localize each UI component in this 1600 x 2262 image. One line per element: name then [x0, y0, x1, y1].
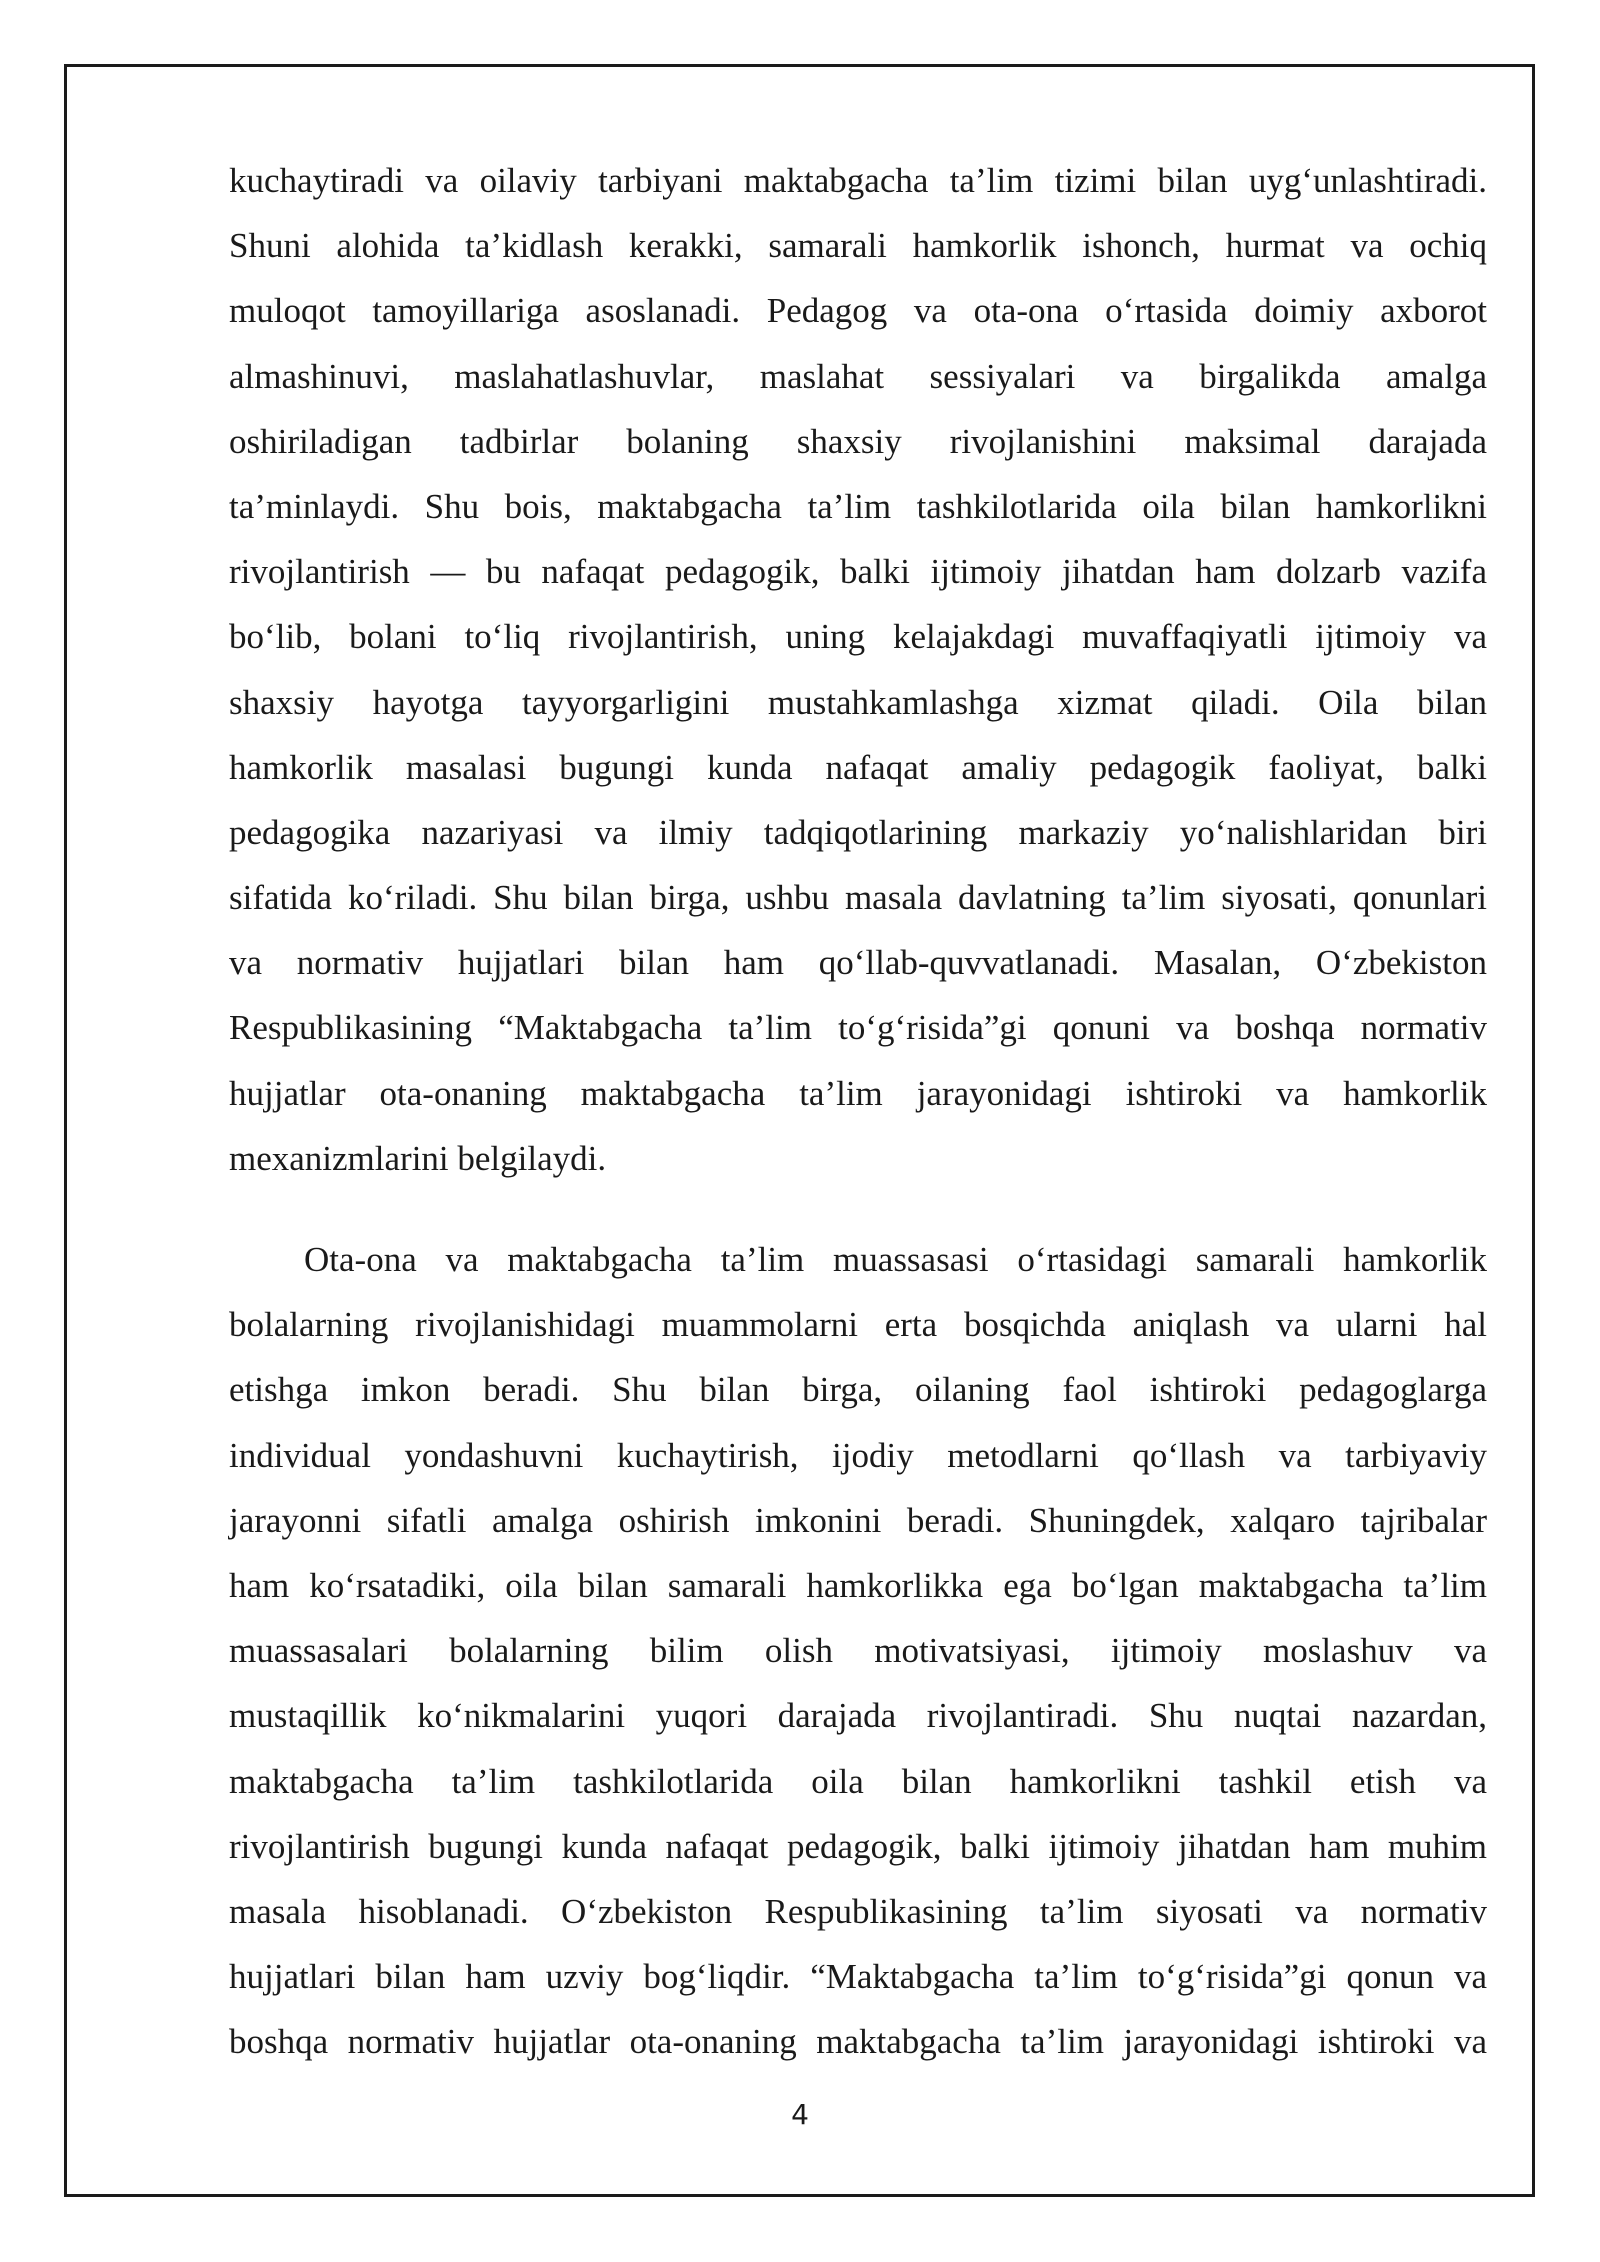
text-line: mustaqillik ko‘nikmalarini yuqori darajada rivojlantiradi. Shu nuqtai nazardan, — [229, 1696, 1487, 1736]
paragraph-spacer — [229, 1191, 1487, 1227]
text-line: hujjatlar ota-onaning maktabgacha ta’lim jarayonidagi ishtiroki va hamkorlik — [229, 1073, 1487, 1113]
text-line: etishga imkon beradi. Shu bilan birga, oilaning faol ishtiroki pedagoglarga — [229, 1370, 1487, 1410]
paragraph-1 — [229, 148, 1487, 1191]
text-line: rivojlantirish bugungi kunda nafaqat pedagogik, balki ijtimoiy jihatdan ham muhim — [229, 1826, 1487, 1866]
text-line: hujjatlari bilan ham uzviy bog‘liqdir. “Maktabgacha ta’lim to‘g‘risida”gi qonun va — [229, 1957, 1487, 1997]
text-line: kuchaytiradi va oilaviy tarbiyani maktabgacha ta’lim tizimi bilan uyg‘unlashtiradi. — [229, 161, 1487, 200]
text-line: hamkorlik masalasi bugungi kunda nafaqat amaliy pedagogik faoliyat, balki — [229, 747, 1487, 787]
text-line: bolalarning rivojlanishidagi muammolarni erta bosqichda aniqlash va ularni hal — [229, 1305, 1487, 1345]
text-line: Shuni alohida ta’kidlash kerakki, samarali hamkorlik ishonch, hurmat va ochiq — [229, 226, 1487, 266]
text-line: boshqa normativ hujjatlar ota-onaning maktabgacha ta’lim jarayonidagi ishtiroki va — [229, 2022, 1487, 2062]
text-line: Respublikasining “Maktabgacha ta’lim to‘g‘risida”gi qonuni va boshqa normativ — [229, 1008, 1487, 1048]
text-line: individual yondashuvni kuchaytirish, ijodiy metodlarni qo‘llash va tarbiyaviy — [229, 1435, 1487, 1475]
text-line: mexanizmlarini belgilaydi. — [229, 1138, 607, 1178]
text-line: Ota-ona va maktabgacha ta’lim muassasasi o‘rtasidagi samarali hamkorlik — [304, 1240, 1487, 1279]
text-line: bo‘lib, bolani to‘liq rivojlantirish, uning kelajakdagi muvaffaqiyatli ijtimoiy va — [229, 617, 1487, 657]
text-line: shaxsiy hayotga tayyorgarligini mustahkamlashga xizmat qiladi. Oila bilan — [229, 682, 1487, 722]
text-line: muloqot tamoyillariga asoslanadi. Pedagog va ota-ona o‘rtasida doimiy axborot — [229, 291, 1487, 331]
text-line: ham ko‘rsatadiki, oila bilan samarali hamkorlikka ega bo‘lgan maktabgacha ta’lim — [229, 1565, 1487, 1605]
text-line: masala hisoblanadi. O‘zbekiston Respublikasining ta’lim siyosati va normativ — [229, 1891, 1487, 1931]
page-number: 4 — [791, 2098, 809, 2131]
paragraph-2 — [229, 1227, 1487, 2074]
text-line: oshiriladigan tadbirlar bolaning shaxsiy rivojlanishini maksimal darajada — [229, 421, 1487, 461]
text-line: sifatida ko‘riladi. Shu bilan birga, ushbu masala davlatning ta’lim siyosati, qonunlari — [229, 878, 1487, 918]
text-line: rivojlantirish — bu nafaqat pedagogik, balki ijtimoiy jihatdan ham dolzarb vazifa — [229, 552, 1487, 592]
text-line: jarayonni sifatli amalga oshirish imkonini beradi. Shuningdek, xalqaro tajribalar — [229, 1500, 1487, 1540]
text-line: muassasalari bolalarning bilim olish motivatsiyasi, ijtimoiy moslashuv va — [229, 1631, 1487, 1671]
text-line: pedagogika nazariyasi va ilmiy tadqiqotlarining markaziy yo‘nalishlaridan biri — [229, 812, 1487, 852]
text-line: ta’minlaydi. Shu bois, maktabgacha ta’lim tashkilotlarida oila bilan hamkorlikni — [229, 486, 1487, 526]
text-line: va normativ hujjatlari bilan ham qo‘llab-quvvatlanadi. Masalan, O‘zbekiston — [229, 943, 1487, 983]
text-line: maktabgacha ta’lim tashkilotlarida oila bilan hamkorlikni tashkil etish va — [229, 1761, 1487, 1801]
document-body — [229, 148, 1487, 2074]
text-line: almashinuvi, maslahatlashuvlar, maslahat sessiyalari va birgalikda amalga — [229, 356, 1487, 396]
